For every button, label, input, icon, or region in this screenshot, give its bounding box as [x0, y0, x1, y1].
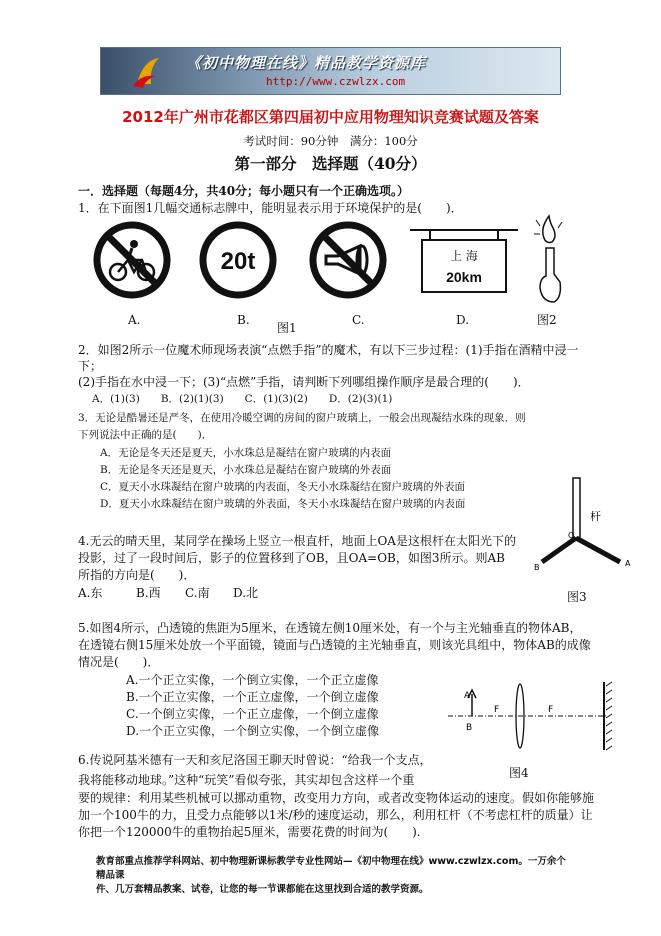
q1-text: 1．在下面图1几幅交通标志牌中，能明显表示用于环境保护的是( )．: [78, 201, 463, 215]
fig3-o-label: O: [568, 531, 575, 540]
q2-choices: A．(1)(3) B．(2)(1)(3) C．(1)(3)(2) D．(2)(3)(1): [92, 393, 393, 405]
fig4-lens-mirror-diagram: [448, 678, 618, 754]
q5-choice-d: D.一个正立实像，一个倒立实像，一个倒立虚像: [126, 724, 380, 738]
page-title: 2012年广州市花都区第四届初中应用物理知识竞赛试题及答案: [122, 108, 539, 126]
q2-line3: (2)手指在水中浸一下；(3)“点燃”手指，请判断下列哪组操作顺序是最合理的( )．: [78, 375, 530, 389]
sign-b-text: 20t: [220, 248, 256, 275]
fig4-caption: 图4: [509, 766, 529, 780]
q4-line2: 投影，过了一段时间后，影子的位置移到了OB，且OA=OB，如图3所示。则AB: [78, 551, 505, 565]
sign-d-top: 上 海: [450, 249, 478, 263]
part-heading: 第一部分 选择题（40分）: [234, 154, 427, 173]
fig3-b-label: B: [534, 563, 540, 572]
banner-url[interactable]: http://www.czwlzx.com: [266, 75, 406, 88]
q6-line4: 加一个100牛的力，且受力点能够以1米/秒的速度运动，那么，利用杠杆（不考虑杠杆的质量）让: [78, 808, 593, 822]
fig4-b-label: B: [466, 723, 473, 733]
q6-line5: 你把一个120000牛的重物抬起5厘米，需要花费的时间为( ).: [78, 825, 421, 839]
q5-line2: 在透镜右侧15厘米处放一个平面镜，镜面与凸透镜的主光轴垂直，则该光具组中，物体AB的成像: [78, 638, 591, 652]
q1-choice-d: D.: [456, 313, 470, 327]
q3-choice-b: B．无论是冬天还是夏天，小水珠总是凝结在窗户玻璃的外表面: [100, 464, 392, 476]
q4-choice-d: D.北: [233, 586, 259, 600]
q6-line3: 要的规律：利用某些机械可以挪动重物，改变用力方向，或者改变物体运动的速度。假如你能够施: [78, 791, 595, 805]
page-footer: [96, 855, 566, 897]
fig4-a-label: A: [464, 691, 471, 701]
q4-line3: 所指的方向是( )．: [78, 568, 196, 582]
section-heading: 一．选择题（每题4分，共40分；每小题只有一个正确选项。）: [78, 184, 410, 198]
fig1-caption: 图1: [277, 321, 297, 335]
q5-choice-a: A.一个正立实像，一个倒立实像，一个正立虚像: [126, 673, 379, 687]
no-horn-sign-icon: [308, 220, 388, 300]
q4-line1: 4.无云的晴天里，某同学在操场上竖立一根直杆，地面上OA是这根杆在太阳光下的: [78, 534, 516, 548]
q6-line2: 我将能移动地球。”这种“玩笑”看似夸张，其实却包含这样一个重: [78, 773, 415, 787]
q5-choice-c: C.一个倒立实像，一个正立虚像，一个倒立虚像: [126, 707, 379, 721]
q3-choice-a: A．无论是冬天还是夏天，小水珠总是凝结在窗户玻璃的内表面: [100, 447, 392, 459]
q3-choice-d: D．夏天小水珠凝结在窗户玻璃的外表面，冬天小水珠凝结在窗户玻璃的内表面: [100, 498, 466, 510]
q3-choice-c: C．夏天小水珠凝结在窗户玻璃的内表面，冬天小水珠凝结在窗户玻璃的外表面: [100, 481, 466, 493]
fig4-f2-label: F: [548, 705, 554, 715]
site-logo-icon: [129, 54, 169, 90]
q2-line2: 下；: [78, 359, 103, 373]
burning-finger-icon: [532, 212, 566, 308]
exam-meta: 考试时间：90分钟 满分：100分: [243, 134, 418, 148]
q4-choice-b: B.西: [136, 586, 161, 600]
distance-sign-icon: [410, 222, 518, 302]
q4-choice-a: A.东: [78, 586, 103, 600]
q3-line1: 3．无论是酷暑还是严冬，在使用冷暖空调的房间的窗户玻璃上，一般会出现凝结水珠的现象．则: [78, 412, 526, 424]
sign-d-bottom: 20km: [446, 269, 482, 285]
weight-limit-sign-icon: [198, 220, 278, 300]
q3-line2: 下列说法中正确的是( )．: [78, 429, 213, 441]
q2-line1: 2．如图2所示一位魔术师现场表演“点燃手指”的魔术，有以下三步过程：(1)手指在酒精中浸一: [78, 343, 579, 357]
q1-choice-c: C.: [352, 313, 365, 327]
q1-choice-b: B.: [237, 313, 250, 327]
footer-line2: 件、几万套精品教案、试卷，让您的每一节课都能在这里找到合适的教学资源。: [96, 884, 429, 895]
q1-choice-a: A.: [128, 313, 141, 327]
footer-line1: 教育部重点推荐学科网站、初中物理新课标教学专业性网站—《初中物理在线》www.czwlzx.com。一万余个精品课: [96, 856, 566, 881]
site-banner: [100, 47, 561, 95]
q4-choice-c: C.南: [185, 586, 210, 600]
q5-choice-b: B.一个正立实像，一个正立虚像，一个倒立虚像: [126, 690, 379, 704]
q5-line3: 情况是( )．: [78, 655, 160, 669]
no-bicycle-sign-icon: [92, 220, 172, 300]
q5-line1: 5.如图4所示，凸透镜的焦距为5厘米，在透镜左侧10厘米处，有一个与主光轴垂直的物体AB，: [78, 621, 582, 635]
fig3-rod-shadow-diagram: [528, 476, 638, 576]
fig4-f1-label: F: [494, 705, 500, 715]
q6-line1: 6.传说阿基米德有一天和亥尼洛国王聊天时曾说：“给我一个支点，: [78, 753, 432, 767]
fig3-a-label: A: [625, 559, 631, 568]
fig2-caption: 图2: [537, 313, 557, 327]
banner-title: 《初中物理在线》精品教学资源库: [186, 54, 427, 72]
fig3-rod-label: 杆: [590, 510, 601, 523]
fig3-caption: 图3: [567, 590, 587, 604]
